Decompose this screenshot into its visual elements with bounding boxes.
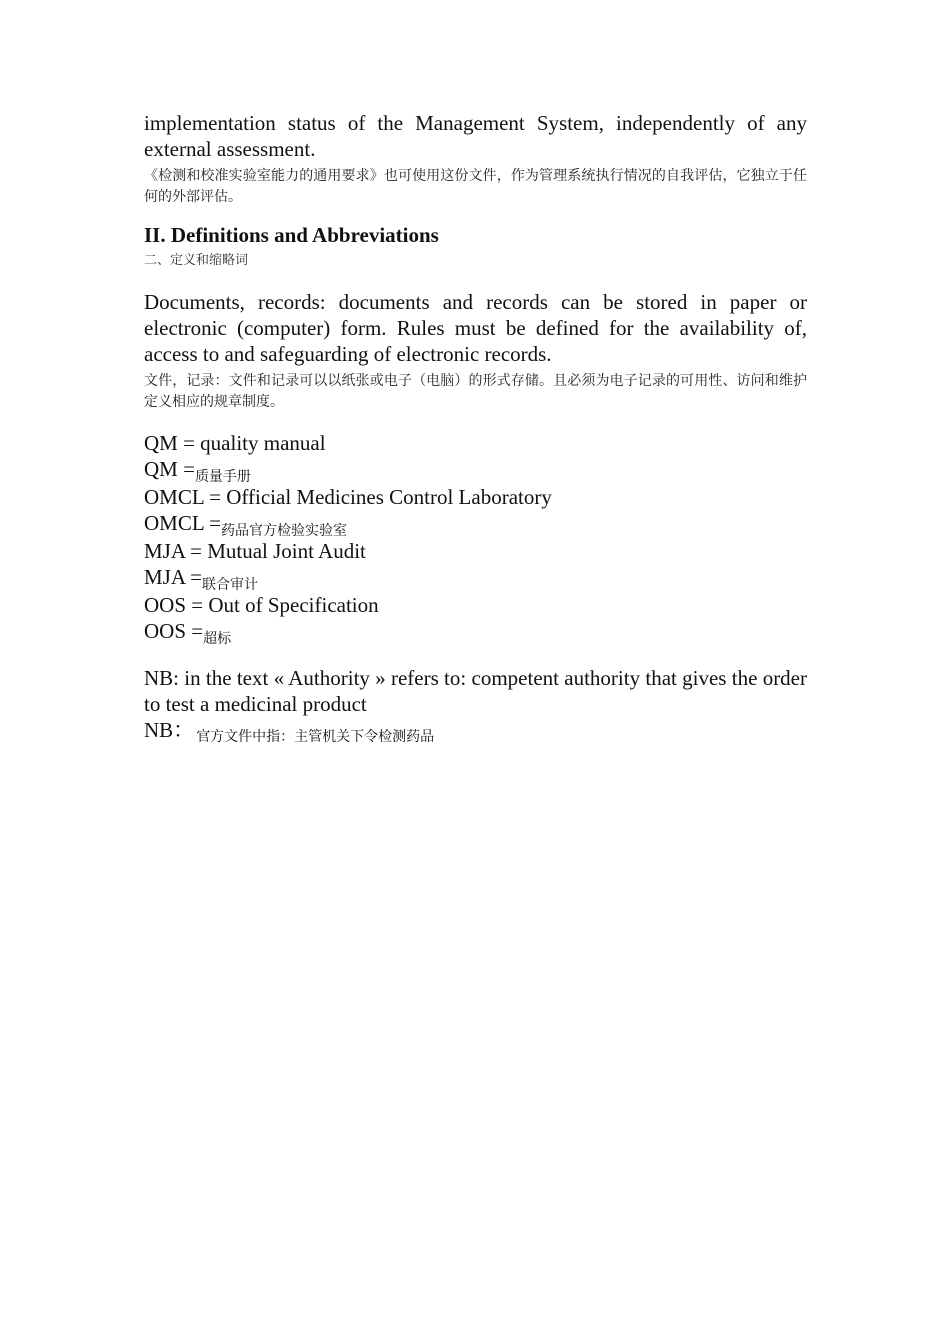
intro-paragraph-zh: 《检测和校准实验室能力的通用要求》也可使用这份文件，作为管理系统执行情况的自我评估，它独立于任何的外部评估。	[144, 168, 807, 205]
abbreviation-definition: QM = quality manual	[144, 431, 326, 455]
abbreviation-list	[144, 431, 807, 647]
abbreviation-translation: OMCL $=_{药品官方检验实验室}$	[144, 511, 347, 539]
abbreviation-definition: OOS = Out of Specification	[144, 593, 379, 617]
section-heading-zh: 二、定义和缩略词	[144, 253, 249, 268]
intro-paragraph: implementation status of the Management System, independently of any external assessment.	[144, 111, 807, 161]
abbreviation-translation: MJA $=_{联合审计}$	[144, 565, 258, 593]
abbreviation-translation: OOS $=_{超标}$	[144, 619, 232, 647]
section-heading: II. Definitions and Abbreviations	[144, 223, 439, 247]
abbreviation-translation: QM $=_{质量手册}$	[144, 457, 251, 485]
nb-note-zh: NB： 官方文件中指：主管机关下令检测药品	[144, 718, 435, 745]
nb-note: NB: in the text « Authority » refers to: competent authority that gives the order to test a medicinal product	[144, 666, 807, 716]
document-page	[144, 110, 807, 746]
documents-records-paragraph: Documents, records: documents and records can be stored in paper or electronic (computer) form. Rules must be defined for the availability of, access to and safeguarding of electronic records.	[144, 290, 807, 366]
documents-records-paragraph-zh: 文件，记录：文件和记录可以以纸张或电子（电脑）的形式存储。且必须为电子记录的可用性、访问和维护定义相应的规章制度。	[144, 373, 807, 410]
abbreviation-definition: MJA = Mutual Joint Audit	[144, 539, 366, 563]
abbreviation-definition: OMCL = Official Medicines Control Laboratory	[144, 485, 552, 509]
